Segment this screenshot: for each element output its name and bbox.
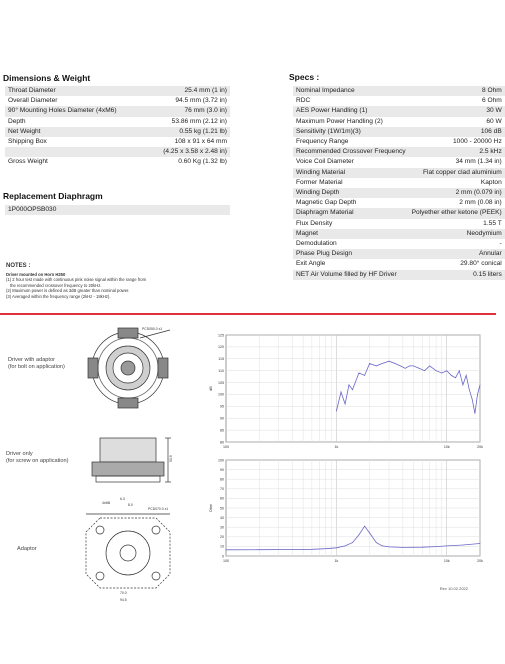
spec-value: (4.25 x 3.58 x 2.48 in) [145, 147, 230, 157]
note-line: (1) 2 hour test made with continuous pink noise signal within the range from [6, 277, 147, 283]
spec-row [5, 86, 230, 96]
spec-value: 0.60 Kg (1.32 lb) [178, 158, 227, 166]
x-tick-label: 1k [334, 559, 339, 563]
spec-row [293, 188, 505, 198]
spec-label: AES Power Handling (1) [293, 106, 409, 116]
data-point [446, 370, 447, 371]
data-point [419, 368, 420, 369]
data-point [463, 385, 464, 386]
x-tick-label: 10k [443, 559, 450, 563]
spec-value: 0.55 kg (1.21 lb) [145, 127, 230, 137]
data-point [436, 546, 437, 547]
notes-block [6, 264, 196, 300]
spec-label: Former Material [296, 178, 343, 186]
data-point [469, 389, 470, 390]
dimensions-table [5, 86, 230, 168]
spec-value: 8 Ohm [409, 86, 505, 96]
label-driver-with-adaptor: Driver with adaptor (for bolt on application) [8, 357, 65, 370]
y-tick-label: 80 [220, 440, 224, 445]
note-line: Driver mounted on Horn H250 [6, 271, 66, 277]
spec-row [293, 178, 505, 188]
spec-label: Throat Diameter [5, 86, 145, 96]
spec-row [293, 137, 505, 147]
data-point [424, 370, 425, 371]
dim-pcd-top: PCD050.0 x1 [142, 327, 163, 331]
impedance-chart [206, 456, 488, 568]
data-point [480, 543, 481, 544]
data-point [369, 533, 370, 534]
x-tick-label: 100 [223, 445, 229, 449]
data-point [259, 549, 260, 550]
y-tick-label: 20 [220, 535, 224, 540]
specs-title: Specs : [289, 72, 320, 82]
y-tick-label: 30 [220, 525, 224, 530]
spec-row [5, 117, 230, 127]
spec-value: Flat copper clad aluminium [409, 168, 505, 178]
specs-table [293, 86, 505, 280]
spec-label: RDC [296, 97, 311, 105]
spec-label: Gross Weight [8, 158, 48, 166]
spec-row [293, 219, 505, 229]
spec-row [293, 168, 505, 178]
y-tick-label: 100 [218, 392, 224, 397]
spec-row [5, 147, 230, 157]
spec-value: 60 W [486, 117, 502, 125]
spec-value: 106 dB [409, 127, 505, 137]
data-point [395, 363, 396, 364]
spec-row [5, 96, 230, 106]
spec-row [293, 86, 505, 96]
spec-label: Winding Depth [293, 188, 409, 198]
spec-value: Kapton [480, 178, 502, 186]
dim-d: 94.5 [120, 598, 127, 602]
y-tick-label: 95 [220, 404, 224, 409]
y-tick-label: 90 [220, 416, 224, 421]
data-point [352, 542, 353, 543]
data-point [311, 549, 312, 550]
dim-a: 6.3 [120, 497, 125, 501]
spec-row [5, 205, 230, 215]
data-point [376, 542, 377, 543]
spec-row [293, 208, 505, 218]
driver-with-adaptor-drawing [88, 328, 170, 408]
section-divider [0, 313, 496, 315]
data-point [463, 545, 464, 546]
x-tick-label: 20k [477, 445, 483, 449]
data-point [409, 366, 410, 367]
data-point [429, 366, 430, 367]
spec-row [293, 249, 505, 259]
data-point [359, 534, 360, 535]
spec-row [293, 127, 505, 137]
spec-label: Recommended Crossover Frequency [293, 147, 409, 157]
y-tick-label: 85 [220, 428, 224, 433]
data-point [459, 370, 460, 371]
spec-label: Sensitivity (1W/1m)(3) [293, 127, 409, 137]
spec-row [5, 106, 230, 116]
dim-b: 8.0 [128, 503, 133, 507]
spec-label: Diaphragm Material [293, 208, 409, 218]
spec-row [293, 229, 505, 239]
data-point [466, 375, 467, 376]
data-point [341, 392, 342, 393]
data-point [405, 368, 406, 369]
x-tick-label: 10k [443, 445, 450, 449]
data-point [389, 361, 390, 362]
spec-row [293, 117, 505, 127]
data-point [345, 404, 346, 405]
spec-value: - [499, 240, 502, 248]
spec-value: 0.15 liters [409, 270, 505, 280]
spec-label: Voice Coil Diameter [296, 158, 354, 166]
data-point [349, 385, 350, 386]
y-tick-label: 40 [220, 515, 224, 520]
data-point [352, 389, 353, 390]
spec-value: 76 mm (3.0 in) [145, 106, 230, 116]
note-line: (3) Averaged within the frequency range (2kHz - 18kHz). [6, 293, 111, 299]
data-point [451, 375, 452, 376]
spec-row [293, 239, 505, 249]
data-point [389, 546, 390, 547]
y-axis-label: Ohm [209, 503, 213, 513]
spec-value: 108 x 91 x 64 mm [174, 138, 227, 146]
spec-value: Polyether ether ketone (PEEK) [409, 208, 505, 218]
y-tick-label: 80 [220, 477, 224, 482]
data-point [455, 377, 456, 378]
spec-label: Maximum Power Handling (2) [296, 117, 383, 125]
spec-row [293, 198, 505, 208]
y-tick-label: 90 [220, 467, 224, 472]
data-point [336, 547, 337, 548]
spec-label: Frequency Range [296, 138, 349, 146]
x-tick-label: 100 [223, 559, 229, 563]
label-adaptor: Adaptor [17, 546, 37, 552]
spec-value [208, 205, 230, 215]
data-point [441, 373, 442, 374]
spec-value: 94.5 mm (3.72 in) [175, 97, 227, 105]
spec-label: 90° Mounting Holes Diameter (4xM6) [5, 106, 145, 116]
spec-value: 25.4 mm (1 in) [145, 86, 230, 96]
x-tick-label: 20k [477, 559, 483, 563]
dimensions-title: Dimensions & Weight [3, 73, 91, 83]
data-point [382, 546, 383, 547]
data-point [345, 546, 346, 547]
data-point [422, 547, 423, 548]
data-point [477, 394, 478, 395]
y-tick-label: 60 [220, 496, 224, 501]
driver-only-drawing [92, 438, 171, 482]
dim-c: 70.0 [120, 591, 127, 595]
data-point [364, 526, 365, 527]
spec-row [5, 127, 230, 137]
y-tick-label: 125 [218, 333, 224, 338]
dim-height: 53.9 [169, 455, 173, 462]
data-point [472, 399, 473, 400]
spec-label: NET Air Volume filled by HF Driver [293, 270, 409, 280]
adaptor-drawing [86, 514, 170, 588]
spec-value: 1.55 T [483, 219, 502, 227]
spec-label: Phase Plug Design [293, 249, 409, 259]
data-point [325, 548, 326, 549]
data-point [402, 547, 403, 548]
spec-label: 1P000OPSB030 [5, 205, 208, 215]
spec-row [5, 157, 230, 167]
dim-pcd-bottom: PCD070.0 x1 [148, 507, 169, 511]
spec-value: 2 mm (0.079 in) [409, 188, 505, 198]
spec-row [293, 147, 505, 157]
y-axis-label: dB [209, 386, 213, 391]
spec-label: Exit Angle [296, 260, 326, 268]
data-point [364, 375, 365, 376]
spec-value: 53.86 mm (2.12 in) [171, 117, 227, 125]
spec-value: 2.5 kHz [409, 147, 505, 157]
diaphragm-title: Replacement Diaphragm [3, 191, 103, 201]
spec-value: 1000 - 20000 Hz [452, 138, 502, 146]
spec-label: Net Weight [5, 127, 145, 137]
spec-label: Magnetic Gap Depth [296, 199, 357, 207]
spec-label: Shipping Box [8, 138, 47, 146]
spec-row [293, 270, 505, 280]
data-point [413, 366, 414, 367]
data-point [436, 370, 437, 371]
spec-label: Overall Diameter [8, 97, 58, 105]
data-point [446, 546, 447, 547]
spec-value: 34 mm (1.34 in) [455, 158, 502, 166]
y-tick-label: 100 [218, 458, 224, 463]
data-point [475, 413, 476, 414]
note-line: the recommended crossover frequency to 20kHz. [10, 282, 102, 288]
y-tick-label: 115 [218, 357, 224, 362]
technical-drawings [60, 318, 200, 604]
data-point [226, 549, 227, 550]
data-point [400, 366, 401, 367]
revision-label: Rev 10.02.2022 [439, 586, 468, 591]
spec-value: 2 mm (0.08 in) [459, 199, 502, 207]
spec-value: 30 W [409, 106, 505, 116]
notes-lines [6, 272, 196, 300]
spec-label: Demodulation [296, 240, 337, 248]
dim-hole: 4xM6 [102, 501, 111, 505]
x-tick-label: 1k [334, 445, 339, 449]
spec-value: Neodymium [409, 229, 505, 239]
y-tick-label: 70 [220, 487, 224, 492]
y-tick-label: 110 [218, 368, 224, 373]
spec-row [293, 157, 505, 167]
spec-label: Depth [8, 117, 26, 125]
y-tick-label: 50 [220, 506, 224, 511]
y-tick-label: 105 [218, 380, 224, 385]
spec-row [5, 137, 230, 147]
notes-title: NOTES : [6, 263, 31, 269]
spec-label: Flux Density [296, 219, 333, 227]
spec-label: Magnet [293, 229, 409, 239]
diaphragm-table [5, 205, 230, 215]
data-point [359, 373, 360, 374]
frequency-response-chart [206, 331, 488, 454]
y-tick-label: 10 [220, 544, 224, 549]
spec-value: 6 Ohm [481, 97, 502, 105]
data-point [336, 411, 337, 412]
spec-label: Nominal Impedance [293, 86, 409, 96]
spec-label: Winding Material [293, 168, 409, 178]
spec-value: Annular [409, 249, 505, 259]
data-point [376, 366, 377, 367]
y-tick-label: 120 [218, 345, 224, 350]
spec-row [293, 259, 505, 269]
label-driver-only: Driver only (for screw on application) [6, 451, 69, 464]
y-tick-label: 0 [222, 554, 224, 559]
spec-row [293, 106, 505, 116]
data-point [382, 363, 383, 364]
spec-label [5, 147, 145, 157]
data-point [292, 549, 293, 550]
spec-row [293, 96, 505, 106]
note-line: (2) Maximum power is defined as 3dB greater than nominal power. [6, 288, 130, 294]
data-point [480, 385, 481, 386]
spec-value: 29.80° conical [460, 260, 502, 268]
data-point [369, 363, 370, 364]
